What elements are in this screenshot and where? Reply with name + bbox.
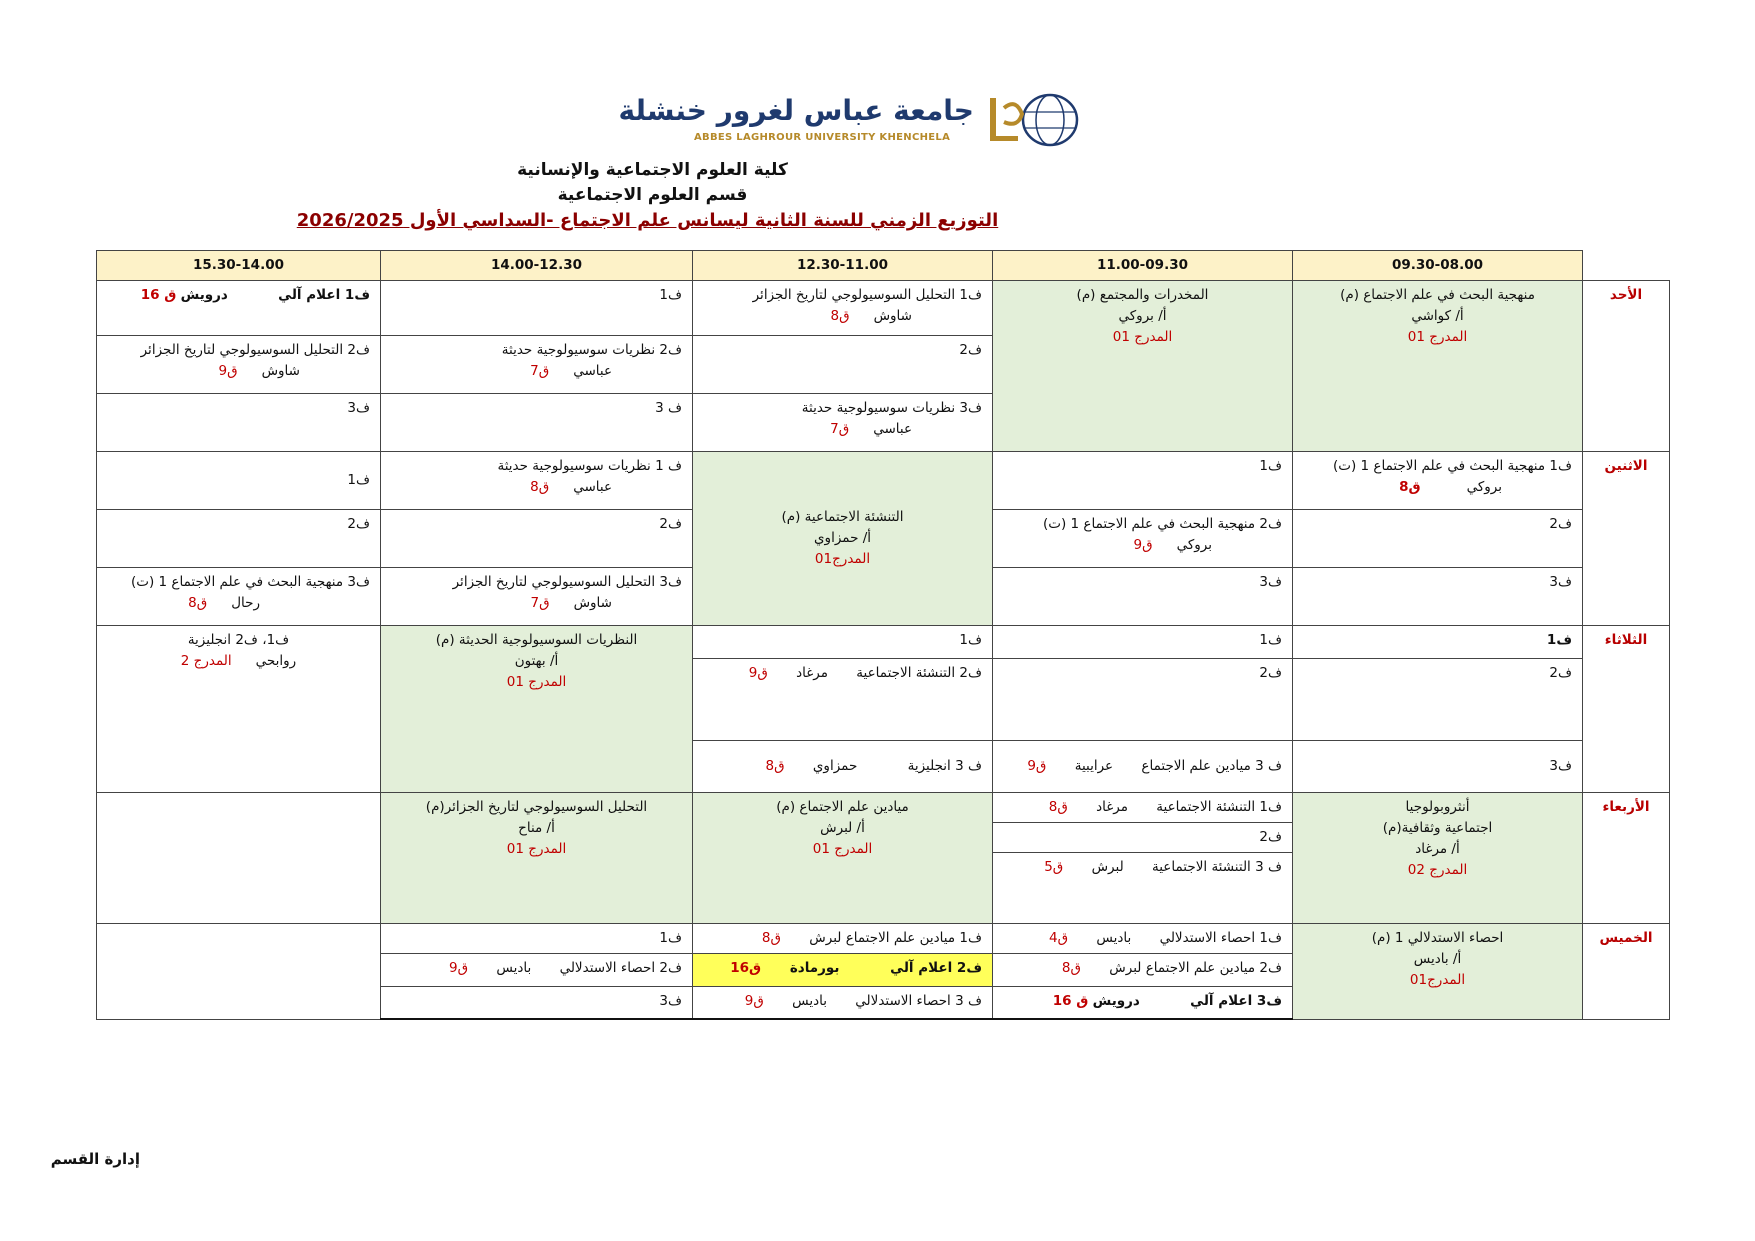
group-label: ف2: [1259, 828, 1282, 845]
teacher-name: عباسي: [573, 478, 612, 495]
teacher-name: أ/ مناح: [518, 819, 555, 836]
time-slot-1: 09.30-08.00: [1293, 251, 1583, 281]
teacher-name: عباسي: [873, 420, 912, 437]
room-name: المدرج 02: [1407, 861, 1468, 878]
time-slot-2: 11.00-09.30: [993, 251, 1293, 281]
teacher-name: أ/ كواشي: [1411, 307, 1464, 324]
sun-s4-group-3: [381, 393, 693, 451]
day-thursday: الخميس: [1583, 923, 1670, 1019]
group-label: ف2: [347, 515, 370, 532]
group-label: ف1 التحليل السوسيولوجي لتاريخ الجزائر: [752, 286, 982, 303]
monday-row-1: [97, 451, 1670, 509]
tue-s2-group-1: [993, 625, 1293, 658]
teacher-name: لبرش: [809, 929, 842, 946]
corner-cell: [1583, 251, 1670, 281]
room-name: ق 16: [140, 286, 177, 303]
teacher-name: أ/ لبرش: [820, 819, 865, 836]
wed-lecture-3: [693, 792, 993, 923]
time-slot-5: 15.30-14.00: [97, 251, 381, 281]
teacher-name: أ/ حمزاوي: [813, 529, 872, 546]
sun-lecture-2: [993, 280, 1293, 451]
room-name: ق7: [530, 362, 550, 379]
thu-s2-group-3: [993, 986, 1293, 1019]
teacher-name: بروكي: [1176, 536, 1212, 553]
room-name: ق8: [1061, 959, 1081, 976]
group-label: ف1: [347, 471, 370, 488]
room-name: ق8: [765, 757, 785, 774]
faculty-name: كلية العلوم الاجتماعية والإنسانية: [517, 160, 788, 180]
thu-s3-group-1: [693, 923, 993, 953]
group-label: ف1: [1259, 631, 1282, 648]
time-slot-4: 14.00-12.30: [381, 251, 693, 281]
room-name: ق9: [748, 664, 768, 681]
teacher-name: روابحي: [255, 652, 297, 669]
group-label: ف3: [659, 992, 682, 1009]
teacher-name: عرايبية: [1074, 757, 1114, 774]
course-name-line-2: اجتماعية وثقافية(م): [1382, 819, 1493, 836]
time-header-row: [97, 251, 1670, 281]
tue-lecture-4: [381, 625, 693, 792]
thu-s2-group-2: [993, 953, 1293, 986]
sun-s5-group-1: [97, 280, 381, 335]
room-name: ق7: [530, 594, 550, 611]
sun-s4-group-1: [381, 280, 693, 335]
group-label: ف1: [659, 286, 682, 303]
mon-s4-group-3: [381, 567, 693, 625]
teacher-name: شاوش: [573, 594, 612, 611]
teacher-name: شاوش: [873, 307, 912, 324]
thu-s4-group-2: [381, 953, 693, 986]
room-name: المدرج01: [1409, 971, 1466, 988]
thu-s2-group-1: [993, 923, 1293, 953]
group-label: ف 3 احصاء الاستدلالي: [855, 992, 982, 1009]
teacher-name: عباسي: [573, 362, 612, 379]
tue-s2-group-2: [993, 658, 1293, 740]
logo-english-name: ABBES LAGHROUR UNIVERSITY KHENCHELA: [694, 132, 951, 143]
mon-s5-group-3: [97, 567, 381, 625]
sun-s5-group-3: [97, 393, 381, 451]
teacher-name: لبرش: [1109, 959, 1142, 976]
room-name: ق7: [830, 420, 850, 437]
group-label: ف2: [959, 341, 982, 358]
mon-s5-group-1: [97, 451, 381, 509]
mon-s5-group-2: [97, 509, 381, 567]
day-wednesday: الأربعاء: [1583, 792, 1670, 923]
tue-s1-group-2: [1293, 658, 1583, 740]
course-name: احصاء الاستدلالي 1 (م): [1371, 929, 1504, 946]
course-name: أنثروبولوجيا: [1405, 798, 1470, 815]
group-label: ف2: [659, 515, 682, 532]
course-name: منهجية البحث في علم الاجتماع (م): [1340, 286, 1535, 303]
day-sunday: الأحد: [1583, 280, 1670, 451]
mon-s2-group-2: [993, 509, 1293, 567]
room-name: ق9: [1133, 536, 1153, 553]
group-label: ف1: [1259, 457, 1282, 474]
room-name: ق4: [1049, 929, 1069, 946]
room-name: المدرج 01: [1407, 328, 1468, 345]
group-label: ف 1 نظريات سوسيولوجية حديثة: [497, 457, 682, 474]
group-label: ف1 منهجية البحث في علم الاجتماع 1 (ت): [1332, 457, 1572, 474]
time-slot-3: 12.30-11.00: [693, 251, 993, 281]
day-tuesday: الثلاثاء: [1583, 625, 1670, 792]
course-name: التنشئة الاجتماعية (م): [781, 509, 904, 526]
mon-s4-group-2: [381, 509, 693, 567]
university-emblem-icon: [984, 92, 1080, 148]
group-label: ف2 ميادين علم الاجتماع: [1145, 959, 1282, 976]
tuesday-row-1: [97, 625, 1670, 658]
teacher-name: مرغاد: [1096, 798, 1128, 815]
group-label: ف1: [659, 929, 682, 946]
tue-s2-group-3: [993, 740, 1293, 792]
sun-s4-group-2: [381, 335, 693, 393]
group-label: ف2: [1549, 515, 1572, 532]
group-label: ف3 منهجية البحث في علم الاجتماع 1 (ت): [130, 573, 370, 590]
group-label: ف2 اعلام آلي: [890, 959, 982, 976]
tue-s1-group-3: [1293, 740, 1583, 792]
room-name: المدرج 01: [506, 840, 567, 857]
room-name: ق16: [730, 959, 762, 976]
department-name: قسم العلوم الاجتماعية: [557, 185, 748, 205]
group-label: ف 3 التنشئة الاجتماعية: [1152, 858, 1282, 875]
teacher-name: درويش: [180, 286, 228, 303]
thu-s3-group-3: [693, 986, 993, 1019]
group-label: ف2 نظريات سوسيولوجية حديثة: [501, 341, 682, 358]
teacher-name: مرغاد: [796, 664, 828, 681]
sunday-row-1: [97, 280, 1670, 335]
logo-arabic-name: جامعة عباس لغرور خنشلة: [618, 94, 974, 127]
teacher-name: درويش: [1092, 992, 1140, 1009]
mon-lecture-3: [693, 451, 993, 625]
course-name: النظريات السوسيولوجية الحديثة (م): [435, 631, 638, 648]
group-label: ف3 نظريات سوسيولوجية حديثة: [801, 399, 982, 416]
day-monday: الاثنين: [1583, 451, 1670, 625]
teacher-name: باديس: [1096, 929, 1132, 946]
teacher-name: أ/ بروكي: [1118, 307, 1167, 324]
wednesday-row-1: [97, 792, 1670, 822]
thu-s4-group-3: [381, 986, 693, 1019]
group-label: ف3: [347, 399, 370, 416]
teacher-name: أ/ بهتون: [514, 652, 559, 669]
group-label: ف2 التحليل السوسيولوجي لتاريخ الجزائر: [140, 341, 370, 358]
group-label: ف2 منهجية البحث في علم الاجتماع 1 (ت): [1042, 515, 1282, 532]
room-name: ق8: [761, 929, 781, 946]
group-label: ف2 احصاء الاستدلالي: [559, 959, 682, 976]
room-name: ق 16: [1052, 992, 1089, 1009]
group-label: ف1: [1546, 631, 1572, 648]
tue-s5-combined: [97, 625, 381, 792]
room-name: ق9: [1027, 757, 1047, 774]
teacher-name: شاوش: [261, 362, 300, 379]
room-name: المدرج 01: [506, 673, 567, 690]
group-label: ف3: [1549, 757, 1572, 774]
room-name: ق9: [449, 959, 469, 976]
teacher-name: حمزاوي: [812, 757, 858, 774]
thu-s5-empty: [97, 923, 381, 1019]
group-label: ف3 التحليل السوسيولوجي لتاريخ الجزائر: [452, 573, 682, 590]
room-name: ق5: [1044, 858, 1064, 875]
group-label: ف3: [1259, 573, 1282, 590]
group-label: ف1 احصاء الاستدلالي: [1159, 929, 1282, 946]
group-label: ف2 التنشئة الاجتماعية: [856, 664, 982, 681]
group-label: ف3 اعلام آلي: [1190, 992, 1282, 1009]
thursday-row-1: [97, 923, 1670, 953]
room-name: ق8: [188, 594, 208, 611]
wed-lecture-4: [381, 792, 693, 923]
teacher-name: بروكي: [1466, 478, 1502, 495]
room-name: ق8: [830, 307, 850, 324]
room-name: ق8: [1399, 478, 1421, 495]
tue-s3-group-1: [693, 625, 993, 658]
mon-s4-group-1: [381, 451, 693, 509]
university-logo: [618, 92, 1080, 152]
mon-s1-group-2: [1293, 509, 1583, 567]
mon-s2-group-1: [993, 451, 1293, 509]
wed-lecture-1: [1293, 792, 1583, 923]
timetable: [96, 250, 1670, 1020]
room-name: ق9: [744, 992, 764, 1009]
thu-lecture-1: [1293, 923, 1583, 1019]
group-label: ف1 اعلام آلي: [278, 286, 370, 303]
sun-s3-group-2: [693, 335, 993, 393]
tue-s3-group-3: [693, 740, 993, 792]
teacher-name: باديس: [496, 959, 532, 976]
room-name: المدرج 01: [812, 840, 873, 857]
wed-s2-group-1: [993, 792, 1293, 822]
teacher-name: أ/ باديس: [1413, 950, 1462, 967]
wed-s5-empty: [97, 792, 381, 923]
group-label: ف1 التنشئة الاجتماعية: [1156, 798, 1282, 815]
room-name: ق9: [218, 362, 238, 379]
course-name: ميادين علم الاجتماع (م): [776, 798, 909, 815]
course-name: ف1، ف2 انجليزية: [187, 631, 290, 648]
course-name: التحليل السوسيولوجي لتاريخ الجزائر(م): [425, 798, 648, 815]
schedule-title: التوزيع الزمني للسنة الثانية ليسانس علم الاجتماع -السداسي الأول 2026/2025: [296, 210, 999, 231]
mon-s1-group-3: [1293, 567, 1583, 625]
group-label: ف 3 ميادين علم الاجتماع: [1141, 757, 1282, 774]
tue-s3-group-2: [693, 658, 993, 740]
teacher-name: رحال: [231, 594, 260, 611]
wed-s2-group-2: [993, 822, 1293, 852]
thu-s3-group-2-highlight: [693, 953, 993, 986]
group-label: ف3: [1549, 573, 1572, 590]
sun-s5-group-2: [97, 335, 381, 393]
mon-s2-group-3: [993, 567, 1293, 625]
course-name: المخدرات والمجتمع (م): [1076, 286, 1209, 303]
room-name: ق8: [1048, 798, 1068, 815]
group-label: ف 3: [655, 399, 682, 416]
thu-s4-group-1: [381, 923, 693, 953]
wed-s2-group-3: [993, 852, 1293, 923]
group-label: ف1 ميادين علم الاجتماع: [845, 929, 982, 946]
department-administration-label: إدارة القسم: [50, 1150, 140, 1168]
tue-s1-group-1: [1293, 625, 1583, 658]
mon-s1-group-1: [1293, 451, 1583, 509]
group-label: ف2: [1259, 664, 1282, 681]
room-name: المدرج 2: [180, 652, 232, 669]
teacher-name: لبرش: [1091, 858, 1124, 875]
group-label: ف2: [1549, 664, 1572, 681]
sun-lecture-1: [1293, 280, 1583, 451]
teacher-name: باديس: [792, 992, 827, 1009]
room-name: المدرج01: [814, 550, 871, 567]
room-name: ق8: [530, 478, 550, 495]
teacher-name: بورمادة: [789, 959, 840, 976]
group-label: ف 3 انجليزية: [907, 757, 982, 774]
sun-s3-group-3: [693, 393, 993, 451]
teacher-name: أ/ مرغاد: [1415, 840, 1460, 857]
room-name: المدرج 01: [1112, 328, 1173, 345]
sun-s3-group-1: [693, 280, 993, 335]
group-label: ف1: [959, 631, 982, 648]
